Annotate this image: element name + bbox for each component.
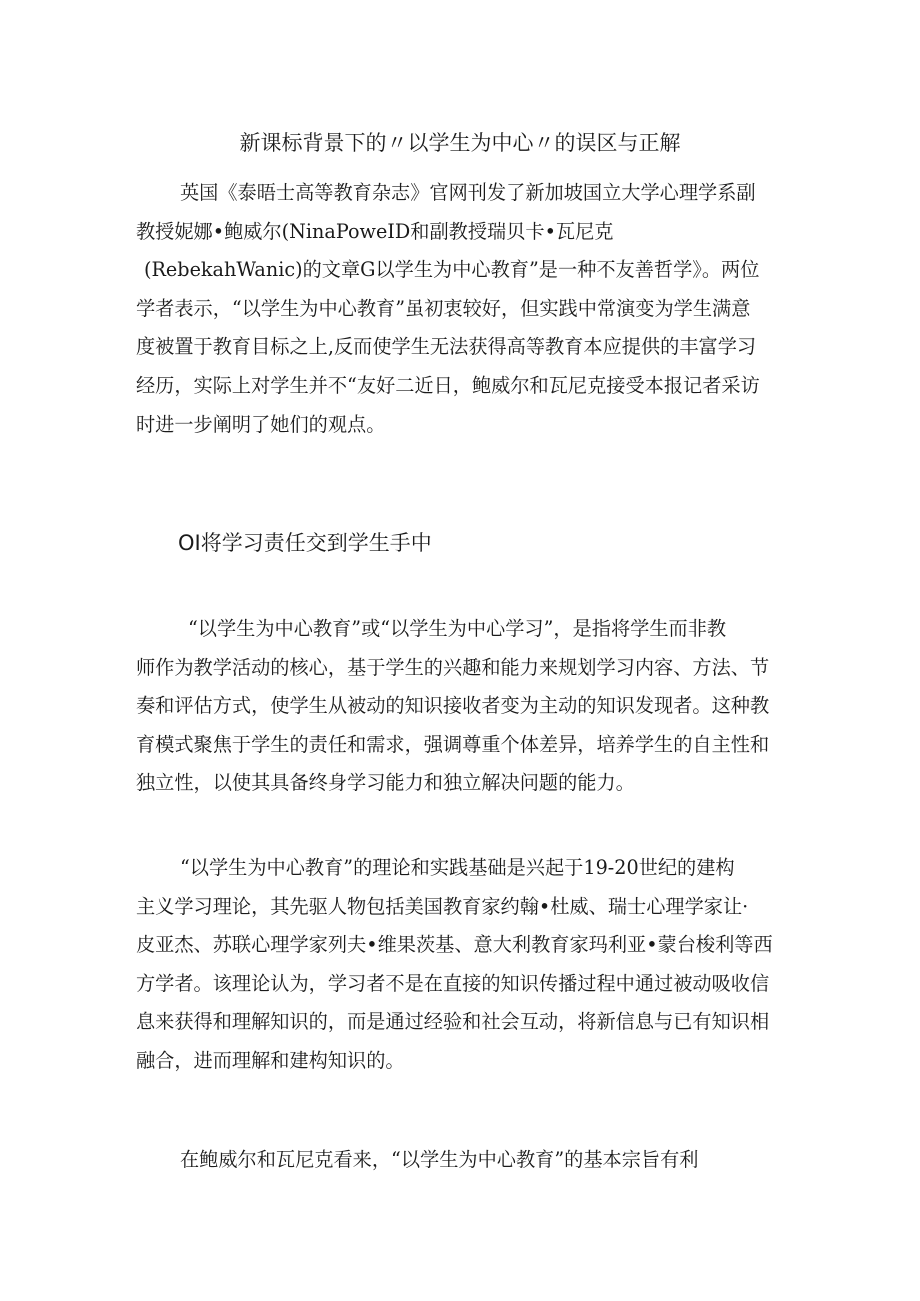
intro-line-1: 英国《泰晤士高等教育杂志》官网刊发了新加坡国立大学心理学系副 bbox=[180, 181, 756, 204]
p1-line-1: “以学生为中心教育”或“以学生为中心学习”，是指将学生而非教 bbox=[188, 617, 727, 640]
intro-line-5: 度被置于教育目标之上,反而使学生无法获得高等教育本应提供的丰富学习 bbox=[136, 335, 757, 359]
body-paragraph-2 bbox=[136, 849, 788, 1081]
p2-line-6: 融合，进而理解和建构知识的。 bbox=[136, 1048, 405, 1072]
intro-line-6: 经历，实际上对学生并不“友好二近日，鲍威尔和瓦尼克接受本报记者采访 bbox=[136, 373, 760, 397]
p2-line-5: 息来获得和理解知识的，而是通过经验和社会互动，将新信息与已有知识相 bbox=[136, 1010, 770, 1034]
p1-line-2: 师作为教学活动的核心，基于学生的兴趣和能力来规划学习内容、方法、节 bbox=[136, 655, 770, 679]
intro-line-7: 时进一步阐明了她们的观点。 bbox=[136, 412, 386, 436]
intro-paragraph bbox=[136, 174, 788, 444]
p2-line-1: “以学生为中心教育”的理论和实践基础是兴起于19-20世纪的建构 bbox=[180, 856, 735, 879]
intro-line-2: 教授妮娜•鲍威尔(NinaPoweID和副教授瑞贝卡•瓦尼克 bbox=[136, 219, 614, 243]
intro-line-4: 学者表示，“以学生为中心教育”虽初衷较好，但实践中常演变为学生满意 bbox=[136, 296, 751, 320]
p1-line-4: 育模式聚焦于学生的责任和需求，强调尊重个体差异，培养学生的自主性和 bbox=[136, 732, 770, 756]
body-paragraph-3 bbox=[136, 1141, 788, 1180]
p2-line-4: 方学者。该理论认为，学习者不是在直接的知识传播过程中通过被动吸收信 bbox=[136, 971, 770, 995]
section-heading-01: OI将学习责任交到学生手中 bbox=[178, 531, 432, 555]
body-paragraph-1 bbox=[136, 610, 788, 803]
document-title: 新课标背景下的〃以学生为中心〃的误区与正解 bbox=[239, 131, 681, 155]
p1-line-5: 独立性，以使其具备终身学习能力和独立解决问题的能力。 bbox=[136, 771, 635, 795]
p2-line-3: 皮亚杰、苏联心理学家列夫•维果茨基、意大利教育家玛利亚•蒙台梭利等西 bbox=[136, 933, 773, 957]
p3-line-1: 在鲍威尔和瓦尼克看来，“以学生为中心教育”的基本宗旨有利 bbox=[180, 1148, 699, 1171]
p1-line-3: 奏和评估方式，使学生从被动的知识接收者变为主动的知识发现者。这种教 bbox=[136, 694, 770, 718]
p2-line-2: 主义学习理论，其先驱人物包括美国教育家约翰•杜威、瑞士心理学家让· bbox=[136, 894, 749, 918]
intro-line-3: (RebekahWanic)的文章G以学生为中心教育”是一种不友善哲学》。两位 bbox=[144, 258, 760, 282]
